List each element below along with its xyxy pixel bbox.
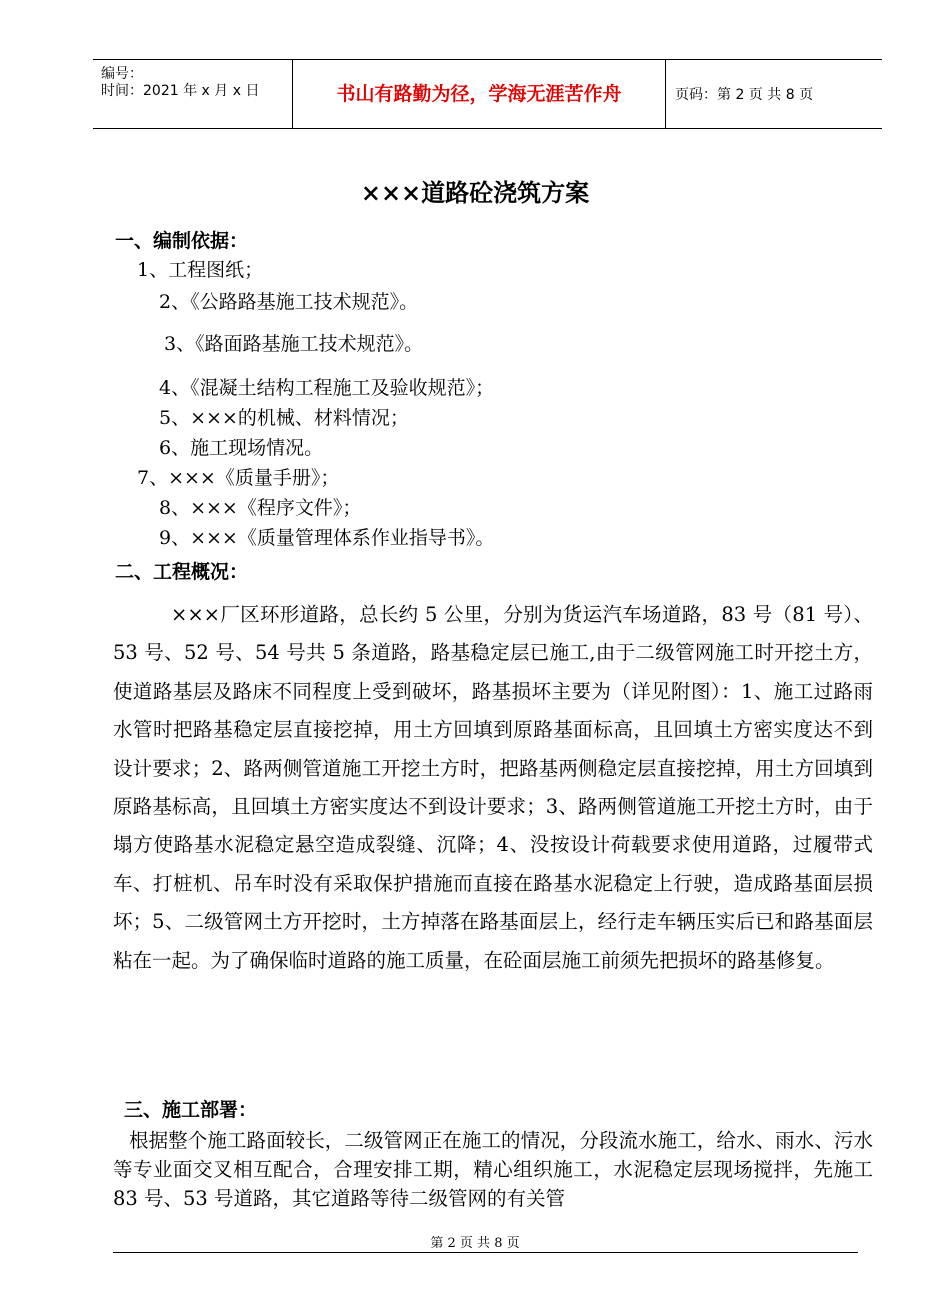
- header-page-cell: [665, 60, 882, 128]
- overview-paragraph: ×××厂区环形道路，总长约 5 公里，分别为货运汽车场道路，83 号（81 号）、53 号、52 号、54 号共 5 条道路，路基稳定层已施工,由于二级管网施工时开挖土方，使道路基层及路床不同程度上受到破坏，路基损坏主要为（详见附图）：1、施工过路雨水管时把路基稳定层直接挖掉，用土方回填到原路基面标高，且回填土方密实度达不到设计要求；2、路两侧管道施工开挖土方时，把路基两侧稳定层直接挖掉，用土方回填到原路基标高，且回填土方密实度达不到设计要求；3、路两侧管道施工开挖土方时，由于塌方使路基水泥稳定悬空造成裂缝、沉降；4、没按设计荷载要求使用道路，过履带式车、打桩机、吊车时没有采取保护措施而直接在路基水泥稳定上行驶，造成路基面层损坏；5、二级管网土方开挖时，土方掉落在路基面层上，经行走车辆压实后已和路基面层粘在一起。为了确保临时道路的施工质量，在砼面层施工前须先把损坏的路基修复。: [113, 603, 873, 972]
- document-title: ×××道路砼浇筑方案: [360, 178, 590, 207]
- footer-divider: [113, 1252, 858, 1253]
- section-heading-deployment: 三、施工部署：: [124, 1099, 258, 1121]
- page-footer: 第 2 页 共 8 页: [430, 1236, 520, 1251]
- basis-item: 2、《公路路基施工技术规范》。: [159, 291, 419, 313]
- basis-item: 9、×××《质量管理体系作业指导书》。: [159, 527, 495, 549]
- basis-item: 1、工程图纸；: [137, 259, 264, 281]
- section-heading-basis: 一、编制依据：: [115, 230, 249, 252]
- header-motto-cell: [292, 60, 666, 128]
- doc-number-label: 编号：: [101, 66, 143, 82]
- deployment-paragraph: 根据整个施工路面较长，二级管网正在施工的情况，分段流水施工，给水、雨水、污水等专业面交叉相互配合，合理安排工期，精心组织施工，水泥稳定层现场搅拌，先施工 83 号、53 号道路，其它道路等待二级管网的有关管: [113, 1129, 873, 1210]
- basis-item: 7、×××《质量手册》；: [137, 467, 340, 489]
- section-heading-overview: 二、工程概况：: [115, 561, 249, 583]
- page-header: [93, 59, 882, 129]
- header-motto: 书山有路勤为径，学海无涯苦作舟: [336, 83, 622, 105]
- basis-item: 6、施工现场情况。: [159, 437, 324, 459]
- header-info-cell: [93, 60, 292, 128]
- basis-item: 3、《路面路基施工技术规范》。: [164, 333, 424, 355]
- doc-time-label: 时间：2021 年 x 月 x 日: [101, 83, 260, 99]
- basis-item: 5、×××的机械、材料情况；: [159, 407, 409, 429]
- header-page-number: 页码：第 2 页 共 8 页: [675, 87, 814, 103]
- basis-item: 8、×××《程序文件》；: [159, 497, 362, 519]
- basis-item: 4、《混凝土结构工程施工及验收规范》；: [159, 377, 495, 399]
